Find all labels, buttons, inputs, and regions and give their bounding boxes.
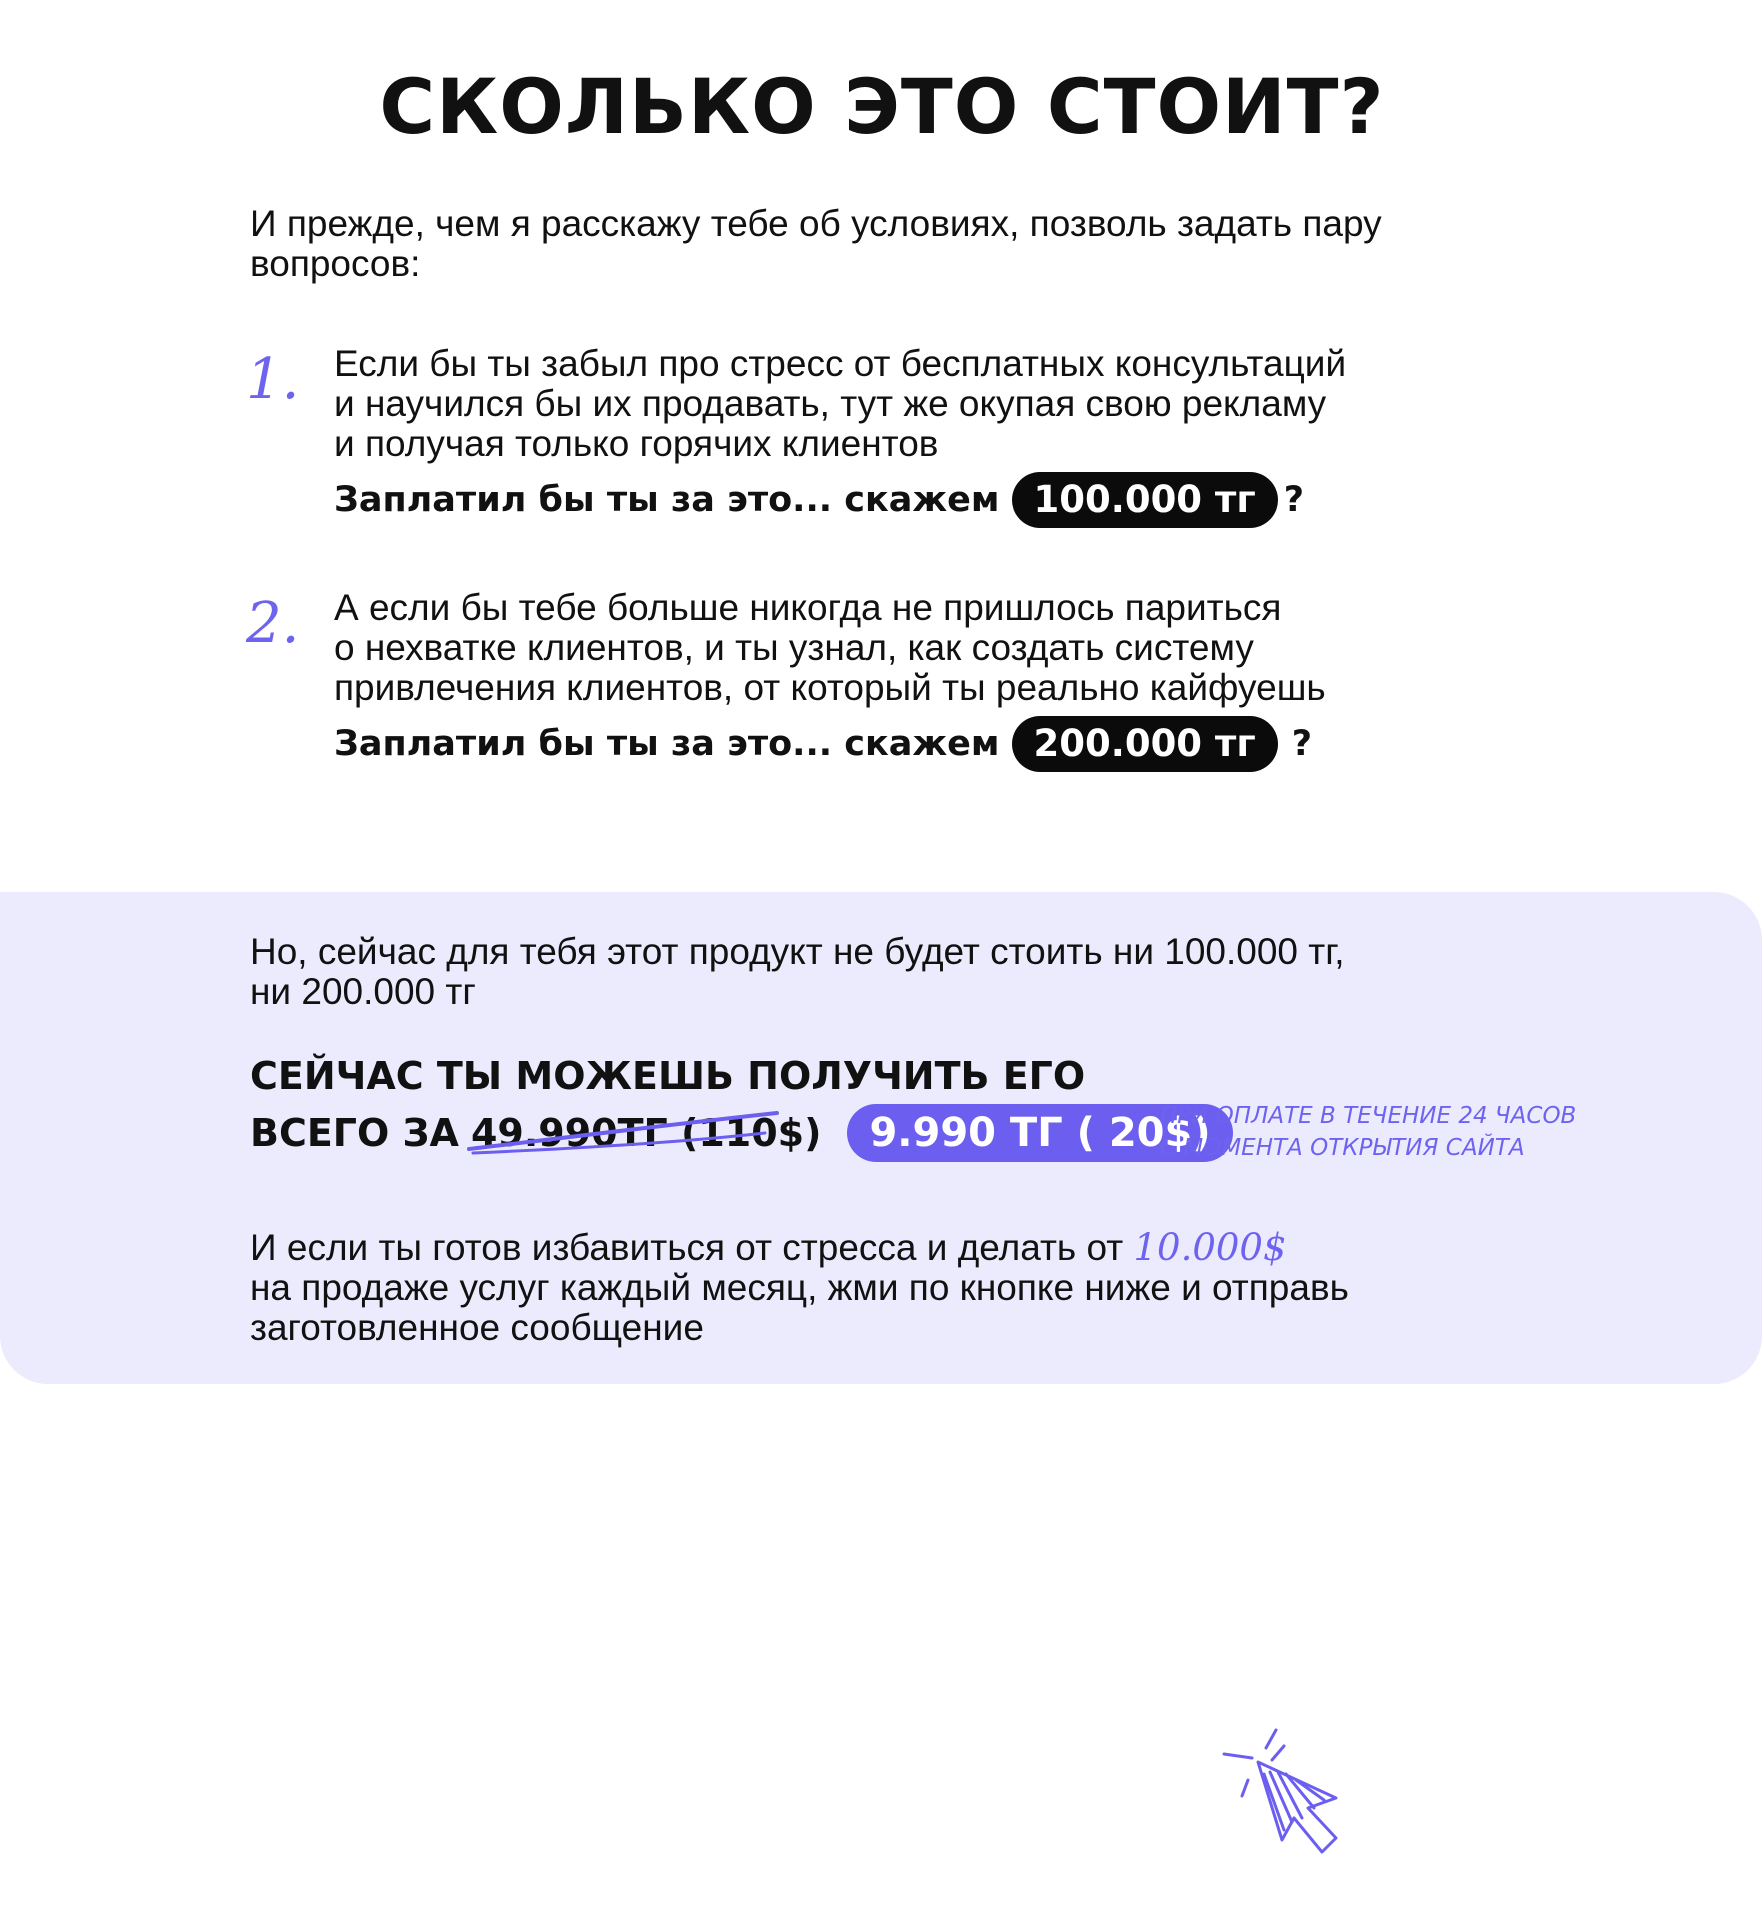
question-ask-1 (334, 472, 1304, 528)
question-ask-2-text: Заплатил бы ты за это... скажем (334, 724, 1000, 764)
question-number-2: 2. (246, 591, 300, 656)
offer-text (250, 932, 1500, 1012)
question-1-line-2: и научился бы их продавать, тут же окупая свою рекламу (334, 383, 1327, 424)
question-mark-1: ? (1283, 480, 1305, 520)
question-mark-2: ? (1291, 724, 1313, 764)
cta-text-before: И если ты готов избавиться от стресса и делать от (250, 1227, 1124, 1268)
question-text-1 (334, 344, 1534, 464)
old-price (471, 1105, 822, 1161)
question-number-1: 1. (246, 347, 300, 412)
page-title: СКОЛЬКО ЭТО СТОИТ? (379, 62, 1385, 151)
offer-line-1: Но, сейчас для тебя этот продукт не будет стоить ни 100.000 тг, (250, 931, 1345, 972)
offer-headline-prefix: ВСЕГО ЗА (250, 1111, 459, 1155)
question-ask-2 (334, 716, 1312, 772)
offer-headline-line-1: СЕЙЧАС ТЫ МОЖЕШЬ ПОЛУЧИТЬ ЕГО (250, 1054, 1086, 1098)
payment-note-line-1: ПРИ ОПЛАТЕ В ТЕЧЕНИЕ 24 ЧАСОВ (1160, 1103, 1577, 1129)
price-badge-1: 100.000 тг (1012, 472, 1278, 528)
old-price-text: 49.990ТГ (110$) (470, 1111, 822, 1155)
intro-text: И прежде, чем я расскажу тебе об условиях, позволь задать пару вопросов: (250, 203, 1382, 284)
cta-line-3: заготовленное сообщение (250, 1307, 704, 1348)
question-2-line-1: А если бы тебе больше никогда не пришлось париться (334, 587, 1282, 628)
new-price-badge: 9.990 ТГ ( 20$) (847, 1104, 1232, 1162)
question-1-line-1: Если бы ты забыл про стресс от бесплатных консультаций (334, 343, 1347, 384)
offer-headline-line-2 (250, 1104, 1233, 1162)
question-1-line-3: и получая только горячих клиентов (334, 423, 939, 464)
payment-note (1160, 1100, 1580, 1164)
payment-note-line-2: С МОМЕНТА ОТКРЫТИЯ САЙТА (1160, 1135, 1525, 1161)
cta-text (250, 1228, 1500, 1348)
cta-highlight: 10.000$ (1133, 1226, 1287, 1269)
question-2-line-2: о нехватке клиентов, и ты узнал, как создать систему (334, 627, 1254, 668)
question-2-line-3: привлечения клиентов, от который ты реально кайфуешь (334, 667, 1326, 708)
question-text-2 (334, 588, 1534, 708)
offer-line-2: ни 200.000 тг (250, 971, 476, 1012)
cursor-click-icon (1218, 1722, 1368, 1872)
strikethrough-scribble-icon (465, 1109, 785, 1159)
question-ask-1-text: Заплатил бы ты за это... скажем (334, 480, 1000, 520)
price-badge-2: 200.000 тг (1012, 716, 1278, 772)
cta-line-2: на продаже услуг каждый месяц, жми по кнопке ниже и отправь (250, 1267, 1349, 1308)
offer-headline (250, 1048, 1233, 1162)
